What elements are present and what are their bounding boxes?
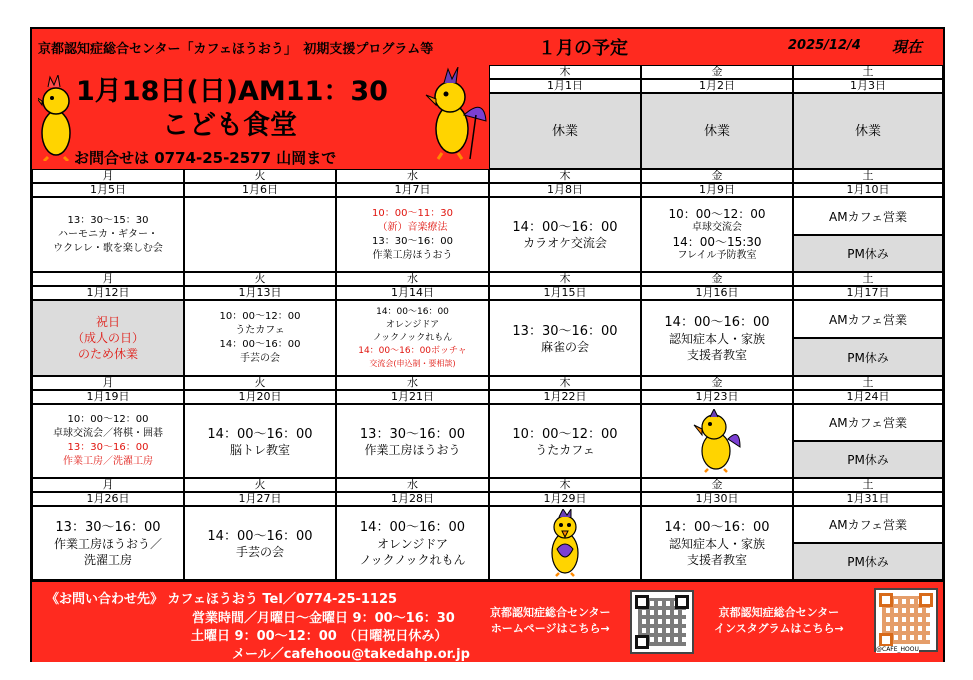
- qr-finder: [879, 593, 893, 607]
- instagram-qr-code[interactable]: [874, 588, 938, 652]
- day-cell: [489, 506, 641, 580]
- event-text: 休業: [551, 123, 578, 139]
- footer-contact: [32, 580, 943, 662]
- instagram-line1: 京都認知症総合センター: [718, 606, 840, 619]
- date-label: 1月14日: [391, 286, 434, 299]
- event-text: オレンジドア: [385, 320, 440, 330]
- day-name: 土: [862, 169, 874, 182]
- event-text: ノックノックれもん: [359, 552, 466, 567]
- event-text: 作業工房ほうおう: [364, 442, 461, 457]
- am-cell: [793, 506, 943, 543]
- day-name: 火: [254, 478, 266, 491]
- event-time: 14：00～15:30: [672, 234, 762, 249]
- date-header: [489, 286, 641, 300]
- day-cell: [489, 404, 641, 478]
- day-cell: [489, 300, 641, 376]
- mascot-bird-umbrella-icon: [424, 67, 488, 167]
- event-text: （新）音楽療法: [377, 221, 448, 233]
- day-name: 火: [254, 272, 266, 285]
- day-name: 金: [711, 478, 723, 491]
- day-header: [793, 65, 943, 79]
- day-header: [336, 376, 489, 390]
- date-label: 1月5日: [90, 183, 126, 196]
- day-cell: [641, 93, 793, 169]
- day-header: [793, 169, 943, 183]
- date-label: 1月29日: [543, 492, 587, 505]
- month-title: １月の予定: [538, 38, 628, 59]
- instagram-line2: インスタグラムはこちら→: [714, 622, 844, 635]
- date-header: [793, 79, 943, 93]
- event-time: 13：30～16：00: [55, 519, 161, 535]
- day-header: [184, 478, 336, 492]
- day-name: 土: [862, 376, 874, 389]
- event-text: ノックノックれもん: [372, 333, 453, 343]
- day-header: [793, 376, 943, 390]
- day-name: 水: [407, 478, 418, 491]
- day-name: 木: [559, 169, 571, 182]
- event-text: 手芸の会: [240, 353, 280, 364]
- event-text: 認知症本人・家族: [668, 331, 765, 346]
- event-time: 14：00～16：00: [512, 220, 618, 235]
- event-time: 13：30～15：30: [67, 214, 149, 226]
- date-header: [336, 183, 489, 197]
- mascot-bird-icon: [692, 409, 742, 473]
- day-cell: [641, 404, 793, 478]
- date-label: 1月23日: [695, 390, 739, 403]
- date-header: [793, 390, 943, 404]
- event-text: 卓球交流会: [692, 221, 742, 233]
- date-header: [641, 492, 793, 506]
- day-name: 金: [711, 376, 723, 389]
- event-text: 脳トレ教室: [229, 442, 290, 457]
- date-header: [793, 492, 943, 506]
- date-header: [489, 390, 641, 404]
- header-bar: [32, 29, 943, 67]
- day-name: 土: [862, 65, 874, 78]
- qr-finder: [675, 595, 689, 609]
- date-label: 1月20日: [238, 390, 282, 403]
- date-label: 1月6日: [242, 183, 278, 196]
- pm-cell: [793, 338, 943, 376]
- day-cell: [336, 300, 489, 376]
- date-label: 1月8日: [547, 183, 583, 196]
- event-text: 作業工房ほうおう／: [53, 536, 162, 551]
- event-text: 支援者教室: [686, 347, 747, 362]
- event-text: うたカフェ: [535, 442, 595, 457]
- day-header: [489, 65, 641, 79]
- org-title: 京都認知症総合センター「カフェほうおう」 初期支援プログラム等: [38, 42, 434, 57]
- date-header: [32, 492, 184, 506]
- day-header: [336, 272, 489, 286]
- day-header: [489, 169, 641, 183]
- day-cell: [641, 506, 793, 580]
- event-text: 卓球交流会／将棋・囲碁: [53, 428, 163, 439]
- date-label: 1月3日: [850, 79, 886, 92]
- day-header: [489, 376, 641, 390]
- date-header: [32, 390, 184, 404]
- day-name: 火: [254, 376, 266, 389]
- date-label: 1月28日: [391, 492, 434, 505]
- pm-label: PM休み: [847, 247, 889, 261]
- day-name: 木: [559, 65, 571, 78]
- date-header: [489, 183, 641, 197]
- event-text: 休業: [854, 123, 881, 139]
- day-header: [641, 376, 793, 390]
- day-header: [336, 478, 489, 492]
- date-header: [641, 79, 793, 93]
- date-header: [336, 286, 489, 300]
- am-label: AMカフェ営業: [829, 312, 907, 327]
- date-label: 1月2日: [699, 79, 735, 92]
- date-label: 1月31日: [846, 492, 890, 505]
- day-name: 火: [254, 169, 266, 182]
- homepage-link-text[interactable]: [490, 604, 611, 636]
- day-name: 月: [102, 272, 114, 285]
- date-header: [336, 492, 489, 506]
- event-time: 14：00～16：00: [219, 339, 301, 350]
- event-text: 休業: [703, 123, 730, 139]
- day-name: 木: [559, 376, 571, 389]
- date-label: 1月1日: [547, 79, 583, 92]
- date-label: 1月15日: [543, 286, 587, 299]
- day-cell: [336, 506, 489, 580]
- event-text: 作業工房ほうおう: [372, 249, 453, 261]
- day-header: [184, 376, 336, 390]
- hours-weekday: 営業時間／月曜日～金曜日 9：00～16：30: [192, 611, 455, 626]
- event-text: （成人の日）: [71, 331, 144, 345]
- event-time: 14：00～16：00: [359, 519, 466, 535]
- day-cell: [641, 197, 793, 272]
- date-header: [184, 183, 336, 197]
- date-header: [489, 79, 641, 93]
- day-name: 月: [102, 376, 114, 389]
- event-time: 14：00～16：00: [664, 314, 770, 330]
- date-label: 1月21日: [391, 390, 434, 403]
- event-text: 交流会(申込制・要相談): [369, 359, 456, 368]
- am-cell: [793, 197, 943, 235]
- hours-saturday: 土曜日 9：00～12：00 （日曜祝日休み）: [191, 629, 448, 644]
- date-header: [641, 286, 793, 300]
- pm-label: PM休み: [847, 555, 889, 569]
- day-header: [489, 272, 641, 286]
- day-cell-empty: [184, 197, 336, 272]
- event-text: オレンジドア: [376, 536, 449, 551]
- kodomo-shokudo-banner: [32, 65, 491, 169]
- date-label: 1月16日: [695, 286, 739, 299]
- event-time: 13：30～16：00: [359, 426, 466, 442]
- event-text: のため休業: [77, 347, 138, 361]
- date-label: 1月10日: [846, 183, 890, 196]
- event-time: 14：00～16：00ボッチャ: [358, 346, 467, 356]
- day-header: [32, 478, 184, 492]
- day-name: 金: [711, 65, 723, 78]
- date-label: 1月24日: [846, 390, 890, 403]
- homepage-line1: 京都認知症総合センター: [490, 606, 611, 619]
- event-text: ハーモニカ・ギター・: [58, 228, 158, 240]
- day-header: [184, 169, 336, 183]
- qr-finder: [635, 595, 649, 609]
- event-text: ウクレレ・歌を楽しむ会: [53, 242, 163, 254]
- day-cell: [184, 404, 336, 478]
- day-header: [336, 169, 489, 183]
- date-header: [184, 492, 336, 506]
- day-name: 月: [102, 169, 114, 182]
- day-name: 水: [407, 169, 418, 182]
- day-cell-holiday: [32, 300, 184, 376]
- am-cell: [793, 404, 943, 441]
- day-cell: [32, 197, 184, 272]
- event-time: 13：30～16：00: [372, 235, 453, 247]
- am-label: AMカフェ営業: [829, 416, 907, 430]
- banner-contact: お問合せは 0774-25-2577 山岡まで: [74, 149, 337, 167]
- am-label: AMカフェ営業: [829, 209, 907, 224]
- contact-title: 《お問い合わせ先》 カフェほうおう Tel／0774-25-1125: [46, 592, 398, 607]
- day-header: [793, 272, 943, 286]
- event-time: 14：00～16：00: [664, 519, 770, 535]
- qr-finder: [879, 633, 893, 647]
- am-label: AMカフェ営業: [829, 518, 907, 532]
- day-header: [184, 272, 336, 286]
- date-header: [184, 390, 336, 404]
- day-name: 月: [102, 478, 114, 491]
- event-time: 14：00～16：00: [207, 426, 313, 442]
- pm-label: PM休み: [847, 453, 889, 467]
- as-of-label: 現在: [892, 38, 923, 56]
- day-header: [489, 478, 641, 492]
- day-name: 木: [559, 478, 571, 491]
- event-text: 手芸の会: [235, 544, 284, 559]
- homepage-qr-code[interactable]: [630, 590, 694, 654]
- day-header: [32, 272, 184, 286]
- day-header: [641, 478, 793, 492]
- event-text: カラオケ交流会: [523, 236, 607, 250]
- day-header: [641, 272, 793, 286]
- day-name: 木: [559, 272, 571, 285]
- event-time: 13：30～16：00: [67, 442, 149, 453]
- date-label: 1月30日: [695, 492, 739, 505]
- event-text: 作業工房／洗濯工房: [63, 456, 153, 467]
- pm-cell: [793, 441, 943, 478]
- am-cell: [793, 300, 943, 338]
- event-text: うたカフェ: [235, 325, 285, 336]
- day-header: [793, 478, 943, 492]
- day-name: 土: [862, 478, 874, 491]
- day-cell: [32, 506, 184, 580]
- date-header: [489, 492, 641, 506]
- instagram-link-text[interactable]: [714, 604, 844, 636]
- event-text: 支援者教室: [686, 552, 747, 567]
- event-text: 認知症本人・家族: [668, 536, 765, 551]
- event-text: 洗濯工房: [83, 552, 132, 567]
- day-name: 水: [407, 272, 418, 285]
- day-name: 金: [711, 272, 723, 285]
- event-time: 10：00～11：30: [372, 207, 453, 219]
- date-header: [32, 286, 184, 300]
- day-cell: [336, 197, 489, 272]
- pm-cell: [793, 235, 943, 272]
- homepage-line2: ホームページはこちら→: [490, 622, 610, 635]
- event-text: フレイル予防教室: [677, 249, 757, 261]
- pm-cell: [793, 543, 943, 580]
- date-label: 1月22日: [543, 390, 587, 403]
- date-header: [641, 390, 793, 404]
- date-label: 1月7日: [394, 183, 431, 196]
- event-time: 13：30～16：00: [512, 323, 618, 339]
- day-cell: [489, 93, 641, 169]
- event-time: 10：00～12：00: [512, 426, 618, 442]
- banner-event: こども食堂: [162, 110, 297, 141]
- email-link[interactable]: メール／cafehoou@takedahp.or.jp: [232, 647, 470, 662]
- event-time: 10：00～12：00: [67, 414, 149, 425]
- date-header: [336, 390, 489, 404]
- date-header: [793, 183, 943, 197]
- day-header: [32, 169, 184, 183]
- day-header: [641, 65, 793, 79]
- day-cell: [489, 197, 641, 272]
- date-header: [641, 183, 793, 197]
- date-header: [32, 183, 184, 197]
- event-time: 10：00～12：00: [219, 311, 301, 322]
- day-header: [32, 376, 184, 390]
- date-label: 1月26日: [86, 492, 130, 505]
- day-cell: [184, 300, 336, 376]
- qr-finder: [919, 593, 933, 607]
- day-name: 水: [407, 376, 418, 389]
- date-label: 1月12日: [86, 286, 130, 299]
- day-cell: [641, 300, 793, 376]
- as-of-date: 2025/12/4: [788, 38, 861, 53]
- instagram-handle: @CAFE_HOOU: [876, 646, 919, 653]
- pm-label: PM休み: [847, 350, 889, 365]
- date-label: 1月17日: [846, 286, 890, 299]
- qr-finder: [635, 635, 649, 649]
- date-header: [793, 286, 943, 300]
- day-cell: [184, 506, 336, 580]
- banner-date-time: 1月18日(日)AM11：30: [76, 76, 388, 107]
- calendar-frame: [30, 27, 945, 662]
- day-cell: [336, 404, 489, 478]
- event-text: 祝日: [95, 315, 120, 329]
- date-label: 1月27日: [238, 492, 282, 505]
- date-label: 1月9日: [699, 183, 735, 196]
- event-time: 14：00～16：00: [376, 307, 449, 317]
- mascot-bird-icon: [545, 509, 585, 577]
- day-name: 金: [711, 169, 723, 182]
- date-header: [184, 286, 336, 300]
- day-cell: [32, 404, 184, 478]
- day-cell: [793, 93, 943, 169]
- date-label: 1月19日: [86, 390, 130, 403]
- date-label: 1月13日: [238, 286, 282, 299]
- day-name: 土: [862, 272, 874, 285]
- day-header: [641, 169, 793, 183]
- mascot-bird-icon: [38, 75, 74, 161]
- event-time: 14：00～16：00: [207, 528, 313, 544]
- event-time: 10：00～12：00: [668, 206, 766, 221]
- event-text: 麻雀の会: [540, 339, 589, 354]
